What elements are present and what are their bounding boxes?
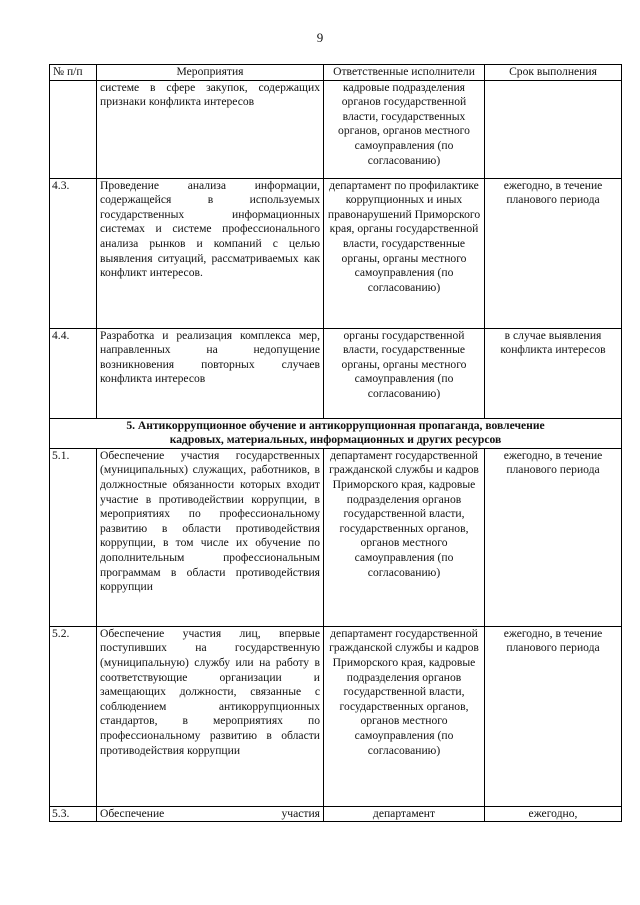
table-header-row bbox=[50, 65, 622, 81]
section-heading-row bbox=[50, 418, 622, 448]
col-header-event: Мероприятия bbox=[97, 65, 324, 81]
plan-table bbox=[49, 64, 622, 822]
row-responsible: департамент государственной гражданской службы и кадров Приморского края, кадровые подразделения органов государственной власти, государственных органов, органов местного самоуправления (по согласованию) bbox=[324, 448, 485, 626]
row-deadline: ежегодно, в течение планового периода bbox=[485, 448, 622, 626]
row-num: 5.2. bbox=[50, 626, 97, 806]
page-number: 9 bbox=[316, 30, 324, 45]
section-heading-line-2: кадровых, материальных, информационных и других ресурсов bbox=[169, 433, 502, 447]
col-header-num: № п/п bbox=[50, 65, 97, 81]
row-event: Обеспечение участия государственных (муниципальных) служащих, работников, в должностные обязанности которых входит участие в противодействии коррупции, в мероприятиях по профессиональному развитию в области противодействия коррупции, в том числе их обучение по дополнительным профессиональным программам в области противодействия коррупции bbox=[97, 448, 324, 626]
col-header-deadline: Срок выполнения bbox=[485, 65, 622, 81]
row-responsible: органы государственной власти, государственные органы, органы местного самоуправления (по согласованию) bbox=[324, 328, 485, 418]
row-event: Обеспечение участия лиц, впервые поступивших на государственную (муниципальную) службу или на работу в соответствующие организации и замещающих должности, связанные с соблюдением антикоррупционных стандартов, в мероприятиях по профессиональному развитию в области противодействия коррупции bbox=[97, 626, 324, 806]
table-row bbox=[50, 178, 622, 328]
row-event: Проведение анализа информации, содержащейся в используемых государственных информационных системах и системе профессионального анализа рынков и компаний с целью выявления ситуаций, рассматриваемых как конфликт интересов. bbox=[97, 178, 324, 328]
table-row bbox=[50, 80, 622, 178]
table-row bbox=[50, 448, 622, 626]
row-num: 5.3. bbox=[50, 806, 97, 822]
row-num bbox=[50, 80, 97, 178]
row-responsible: департамент государственной гражданской службы и кадров Приморского края, кадровые подразделения органов государственной власти, государственных органов, органов местного самоуправления (по согласованию) bbox=[324, 626, 485, 806]
row-responsible: департамент по профилактике коррупционных и иных правонарушений Приморского края, органы государственной власти, государственные органы, органы местного самоуправления (по согласованию) bbox=[324, 178, 485, 328]
row-responsible: кадровые подразделения органов государственной власти, государственных органов, органов местного самоуправления (по согласованию) bbox=[324, 80, 485, 178]
row-deadline: ежегодно, в течение планового периода bbox=[485, 626, 622, 806]
row-event: Разработка и реализация комплекса мер, направленных на недопущение возникновения повторных случаев конфликта интересов bbox=[97, 328, 324, 418]
row-deadline: ежегодно, в течение планового периода bbox=[485, 178, 622, 328]
row-num: 4.3. bbox=[50, 178, 97, 328]
section-heading bbox=[50, 418, 622, 448]
section-heading-line-1: 5. Антикоррупционное обучение и антикоррупционная пропаганда, вовлечение bbox=[126, 418, 545, 432]
row-deadline: ежегодно, bbox=[485, 806, 622, 822]
table-row bbox=[50, 328, 622, 418]
col-header-responsible: Ответственные исполнители bbox=[324, 65, 485, 81]
row-num: 5.1. bbox=[50, 448, 97, 626]
row-num: 4.4. bbox=[50, 328, 97, 418]
table-row bbox=[50, 626, 622, 806]
row-deadline: в случае выявления конфликта интересов bbox=[485, 328, 622, 418]
row-deadline bbox=[485, 80, 622, 178]
row-event: системе в сфере закупок, содержащих признаки конфликта интересов bbox=[97, 80, 324, 178]
row-responsible: департамент bbox=[324, 806, 485, 822]
row-event: Обеспечение участия bbox=[97, 806, 324, 822]
table-row bbox=[50, 806, 622, 822]
